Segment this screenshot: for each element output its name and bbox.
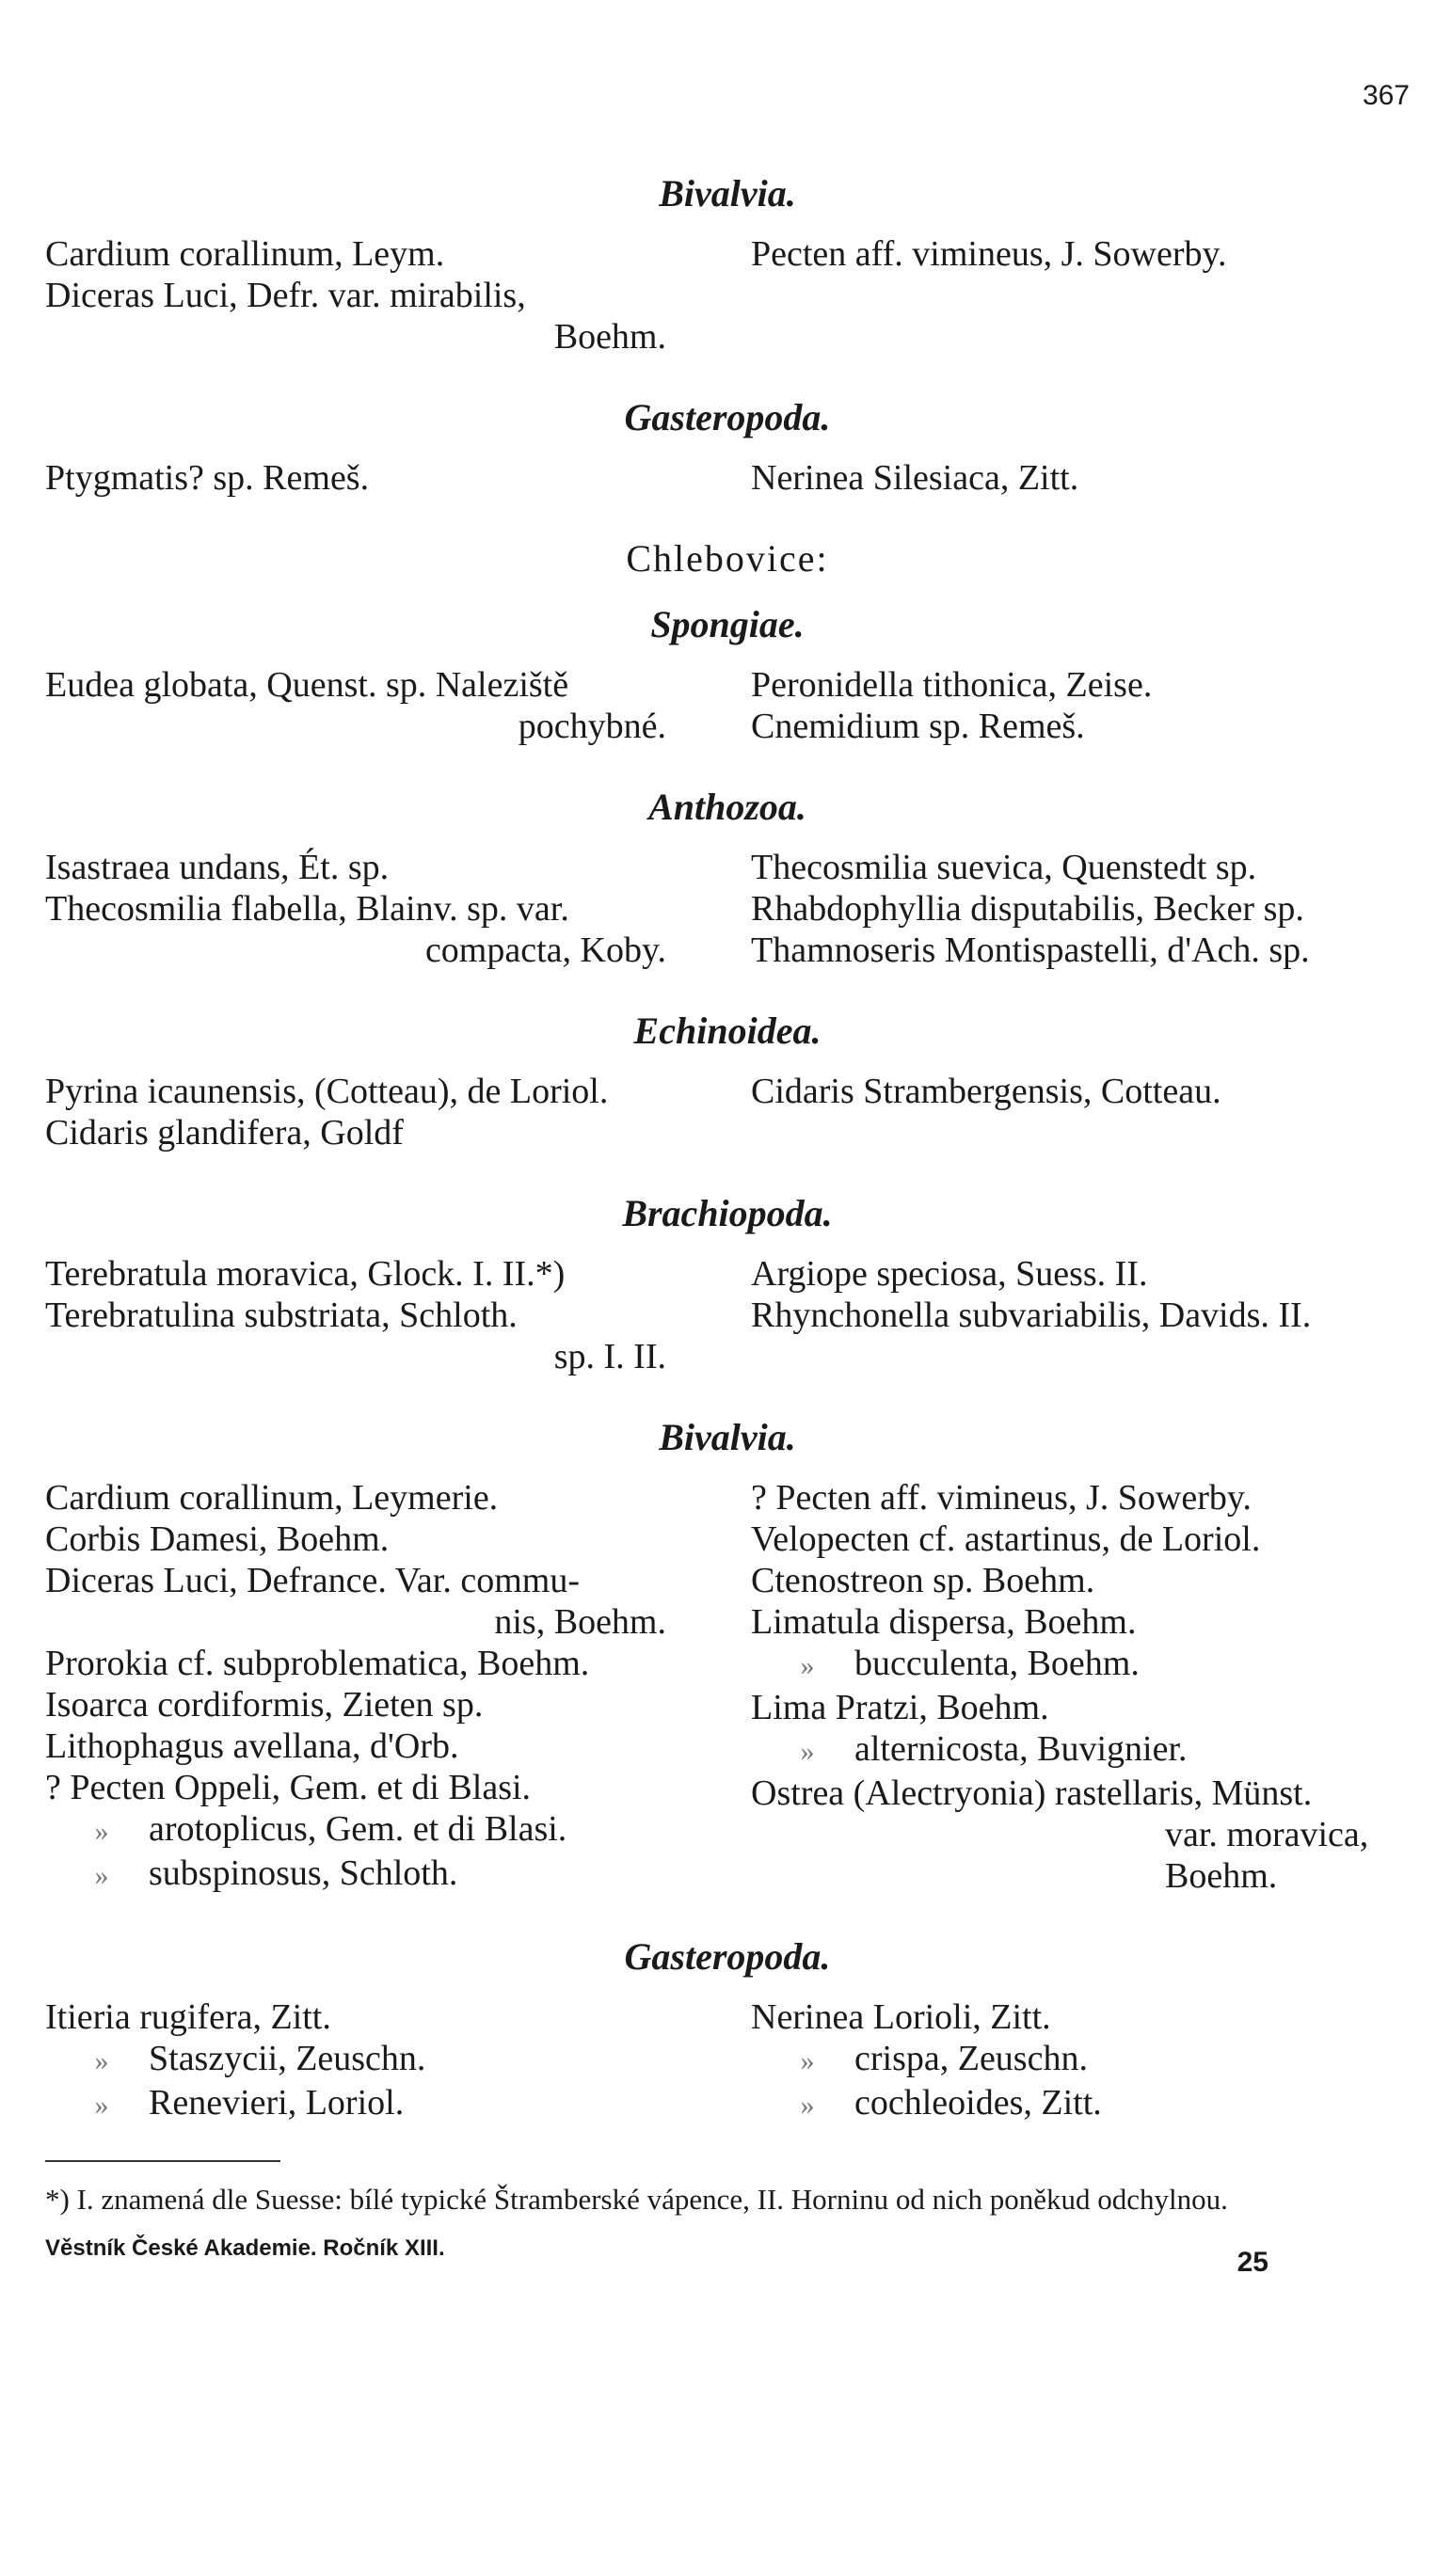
species-name: bucculenta, Boehm. [854, 1644, 1140, 1683]
species-name: Ostrea (Alectryonia) rastellaris, Münst. [751, 1773, 1313, 1813]
right-column [751, 457, 1410, 499]
species-name: Eudea globata, Quenst. sp. Naleziště [45, 665, 569, 705]
species-name: cochleoides, Zitt. [854, 2083, 1102, 2123]
species-entry [45, 1767, 704, 1808]
right-column [751, 1253, 1410, 1377]
species-row [45, 847, 1410, 971]
species-name: Diceras Luci, Defrance. Var. commu- [45, 1561, 580, 1600]
species-entry [751, 1560, 1410, 1601]
species-name: subspinosus, Schloth. [149, 1853, 458, 1893]
locality-heading: Chlebovice: [626, 537, 829, 580]
species-entry [45, 1477, 704, 1519]
species-entry [45, 1852, 704, 1897]
species-name: Lima Pratzi, Boehm. [751, 1688, 1049, 1727]
right-column [751, 1071, 1410, 1153]
species-name: Velopecten cf. astartinus, de Loriol. [751, 1519, 1261, 1559]
species-name: Ptygmatis? sp. Remeš. [45, 458, 370, 498]
species-name: nis, Boehm. [494, 1602, 666, 1642]
species-entry [751, 1253, 1410, 1295]
species-name: Peronidella tithonica, Zeise. [751, 665, 1153, 705]
journal-title: Věstník České Akademie. Ročník XIII. [45, 2235, 445, 2261]
species-entry [45, 1684, 704, 1725]
species-entry [45, 1725, 704, 1767]
ditto-mark: » [800, 1736, 815, 1767]
species-entry [751, 1071, 1410, 1112]
species-entry [45, 888, 704, 930]
page-footer [45, 2235, 1410, 2279]
species-name: pochybné. [518, 707, 666, 746]
species-entry [751, 1773, 1410, 1814]
species-row [45, 233, 1410, 358]
species-entry [751, 664, 1410, 706]
species-entry [45, 1071, 704, 1112]
left-column [45, 847, 704, 971]
species-entry [751, 2038, 1410, 2082]
species-name: Corbis Damesi, Boehm. [45, 1519, 390, 1559]
species-entry [45, 233, 704, 275]
species-name: Prorokia cf. subproblematica, Boehm. [45, 1644, 590, 1683]
species-name: crispa, Zeuschn. [854, 2039, 1088, 2078]
entry-continuation [45, 706, 704, 747]
species-entry [751, 847, 1410, 888]
species-entry [45, 1253, 704, 1295]
species-name: Terebratula moravica, Glock. I. II.*) [45, 1254, 566, 1294]
signature-mark: 25 [1237, 2247, 1269, 2278]
species-name: compacta, Koby. [424, 930, 666, 970]
species-name: Nerinea Silesiaca, Zitt. [751, 458, 1079, 498]
species-name: Itieria rugifera, Zitt. [45, 1997, 331, 2037]
species-entry [751, 1687, 1410, 1728]
group-heading: Echinoidea. [633, 1010, 822, 1052]
species-entry [45, 2082, 704, 2126]
species-entry [45, 847, 704, 888]
right-column [751, 233, 1410, 358]
right-column [751, 847, 1410, 971]
species-entry [751, 1477, 1410, 1519]
left-column [45, 1071, 704, 1153]
species-name: Terebratulina substriata, Schloth. [45, 1296, 518, 1335]
species-name: Diceras Luci, Defr. var. mirabilis, [45, 276, 526, 315]
species-row [45, 1071, 1410, 1153]
footnote-divider [45, 2160, 280, 2162]
entry-continuation [45, 930, 704, 971]
species-name: ? Pecten Oppeli, Gem. et di Blasi. [45, 1768, 532, 1807]
species-row [45, 1996, 1410, 2126]
species-name: Cardium corallinum, Leym. [45, 234, 445, 274]
ditto-mark: » [94, 1860, 109, 1891]
species-name: Cardium corallinum, Leymerie. [45, 1478, 499, 1518]
species-entry [751, 930, 1410, 971]
species-entry [751, 888, 1410, 930]
species-name: Isastraea undans, Ét. sp. [45, 848, 390, 887]
ditto-mark: » [94, 2045, 109, 2076]
species-name: Thamnoseris Montispastelli, d'Ach. sp. [751, 930, 1310, 970]
entry-continuation [45, 1601, 704, 1643]
species-entry [751, 1601, 1410, 1643]
species-name: Argiope speciosa, Suess. II. [751, 1254, 1148, 1294]
species-row [45, 457, 1410, 499]
species-name: Lithophagus avellana, d'Orb. [45, 1726, 459, 1766]
left-column [45, 457, 704, 499]
left-column [45, 1477, 704, 1897]
group-heading: Brachiopoda. [622, 1192, 833, 1234]
sections-container [45, 167, 1410, 2126]
species-name: sp. I. II. [553, 1337, 666, 1376]
species-entry [751, 1996, 1410, 2038]
species-name: Rhabdophyllia disputabilis, Becker sp. [751, 889, 1304, 929]
left-column [45, 1996, 704, 2126]
species-entry [45, 664, 704, 706]
species-entry [751, 1295, 1410, 1336]
species-entry [751, 233, 1410, 275]
species-entry [45, 1519, 704, 1560]
species-entry [45, 1112, 704, 1153]
species-entry [45, 1996, 704, 2038]
species-name: Rhynchonella subvariabilis, Davids. II. [751, 1296, 1312, 1335]
entry-continuation [751, 1814, 1410, 1897]
species-entry [45, 1560, 704, 1601]
species-row [45, 1477, 1410, 1897]
species-name: arotoplicus, Gem. et di Blasi. [149, 1809, 567, 1849]
species-list [45, 167, 1410, 2279]
group-heading: Anthozoa. [648, 786, 806, 828]
species-entry [45, 275, 704, 316]
species-name: Ctenostreon sp. Boehm. [751, 1561, 1095, 1600]
species-name: Nerinea Lorioli, Zitt. [751, 1997, 1051, 2037]
species-entry [45, 2038, 704, 2082]
group-heading: Spongiae. [650, 603, 805, 645]
species-entry [751, 457, 1410, 499]
entry-continuation [45, 1336, 704, 1377]
right-column [751, 664, 1410, 747]
species-entry [751, 1643, 1410, 1687]
species-name: Cidaris glandifera, Goldf [45, 1113, 404, 1153]
entry-continuation [45, 316, 704, 358]
ditto-mark: » [800, 2090, 815, 2121]
group-heading: Gasteropoda. [624, 396, 831, 438]
species-name: Pecten aff. vimineus, J. Sowerby. [751, 234, 1227, 274]
species-name: ? Pecten aff. vimineus, J. Sowerby. [751, 1478, 1252, 1518]
left-column [45, 664, 704, 747]
ditto-mark: » [800, 1650, 815, 1681]
species-name: Thecosmilia suevica, Quenstedt sp. [751, 848, 1257, 887]
species-entry [751, 706, 1410, 747]
right-column [751, 1477, 1410, 1897]
ditto-mark: » [800, 2045, 815, 2076]
left-column [45, 1253, 704, 1377]
species-name: Isoarca cordiformis, Zieten sp. [45, 1685, 484, 1725]
species-entry [45, 1808, 704, 1852]
species-name: Renevieri, Loriol. [149, 2083, 405, 2123]
footnote: *) I. znamená dle Suesse: bílé typické Štramberské vápence, II. Horninu od nich poněkud odchylnou. [45, 2183, 1228, 2216]
ditto-mark: » [94, 2090, 109, 2121]
species-name: Pyrina icaunensis, (Cotteau), de Loriol. [45, 1072, 609, 1111]
species-entry [45, 1643, 704, 1684]
right-column [751, 1996, 1410, 2126]
group-heading: Bivalvia. [659, 1416, 796, 1458]
species-name: Limatula dispersa, Boehm. [751, 1602, 1137, 1642]
group-heading: Bivalvia. [659, 172, 796, 215]
species-entry [45, 1295, 704, 1336]
species-name: alternicosta, Buvignier. [854, 1729, 1188, 1769]
species-name: Thecosmilia flabella, Blainv. sp. var. [45, 889, 569, 929]
species-entry [751, 2082, 1410, 2126]
left-column [45, 233, 704, 358]
species-name: var. moravica, Boehm. [1165, 1815, 1369, 1896]
species-name: Cnemidium sp. Remeš. [751, 707, 1085, 746]
species-entry [751, 1519, 1410, 1560]
species-name: Boehm. [553, 317, 666, 357]
species-name: Cidaris Strambergensis, Cotteau. [751, 1072, 1221, 1111]
page-number: 367 [1362, 80, 1410, 111]
species-entry [45, 457, 704, 499]
group-heading: Gasteropoda. [624, 1935, 831, 1978]
species-row [45, 664, 1410, 747]
species-row [45, 1253, 1410, 1377]
species-name: Staszycii, Zeuschn. [149, 2039, 426, 2078]
ditto-mark: » [94, 1816, 109, 1847]
species-entry [751, 1728, 1410, 1773]
